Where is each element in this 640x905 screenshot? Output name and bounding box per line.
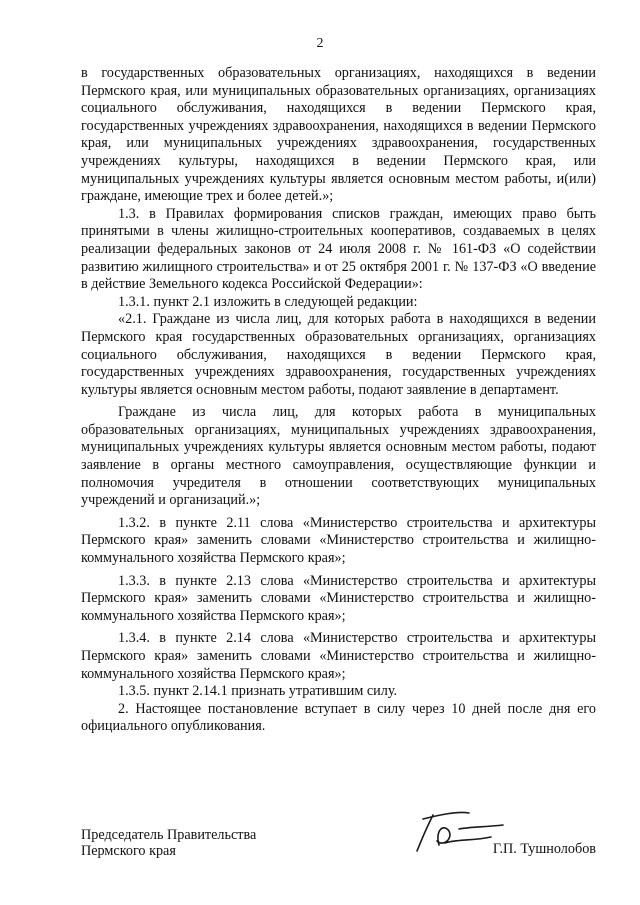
paragraph-2: 1.3. в Правилах формирования списков граждан, имеющих право быть принятыми в члены жилищно-строительных кооперативов, создаваемых в целях реализации федеральных законов от 24 июля 2008 г. № 161-ФЗ «О содействии развитию жилищного строительства» и от 25 октября 2001 г. № 137-ФЗ «О введение в действие Земельного кодекса Российской Федерации»: (81, 205, 596, 293)
paragraph-4: «2.1. Граждане из числа лиц, для которых работа в находящихся в ведении Пермского края государственных образовательных организациях, организациях социального обслуживания, находящихся в ведении Пермского края, государственных учреждениях здравоохранения, государственных учреждениях культуры является основным местом работы, подают заявление в департамент. (81, 311, 596, 398)
paragraph-10: 2. Настоящее постановление вступает в силу через 10 дней после дня его официального опубликования. (81, 700, 596, 735)
paragraph-5: Граждане из числа лиц, для которых работа в муниципальных образовательных организациях, муниципальных учреждениях здравоохранения, муниципальных учреждениях культуры является основным местом работы, подают заявление в органы местного самоуправления, осуществляющие функции и полномочия учредителя в отношении соответствующих муниципальных учреждений и организаций.»; (81, 404, 596, 509)
paragraph-6: 1.3.2. в пункте 2.11 слова «Министерство строительства и архитектуры Пермского края» заменить словами «Министерство строительства и жилищно-коммунального хозяйства Пермского края»; (81, 514, 596, 567)
paragraph-8: 1.3.4. в пункте 2.14 слова «Министерство строительства и архитектуры Пермского края» заменить словами «Министерство строительства и жилищно-коммунального хозяйства Пермского края»; (81, 630, 596, 682)
signatory-title-line-1: Председатель Правительства (81, 827, 257, 843)
signatory-title (81, 827, 256, 859)
paragraph-9: 1.3.5. пункт 2.14.1 признать утратившим силу. (118, 683, 398, 700)
page-number: 2 (316, 36, 324, 51)
paragraph-3: 1.3.1. пункт 2.1 изложить в следующей редакции: (118, 293, 418, 310)
signatory-name: Г.П. Тушнолобов (492, 841, 596, 857)
paragraph-1: в государственных образовательных организациях, находящихся в ведении Пермского края, или муниципальных образовательных организациях, организациях социального обслуживания, находящихся в ведении Пермского края, государственных учреждениях здравоохранения, находящихся в ведении Пермского края, или муниципальных учреждениях здравоохранения, государственных учреждениях культуры, находящихся в ведении Пермского края, или муниципальных учреждениях культуры является основным местом работы, и(или) граждане, имеющие трех и более детей.»; (81, 65, 596, 205)
signatory-title-line-2: Пермского края (81, 843, 176, 859)
signature-block (81, 827, 596, 867)
paragraph-7: 1.3.3. в пункте 2.13 слова «Министерство строительства и архитектуры Пермского края» заменить словами «Министерство строительства и жилищно-коммунального хозяйства Пермского края»; (81, 572, 596, 624)
document-body (81, 65, 596, 736)
